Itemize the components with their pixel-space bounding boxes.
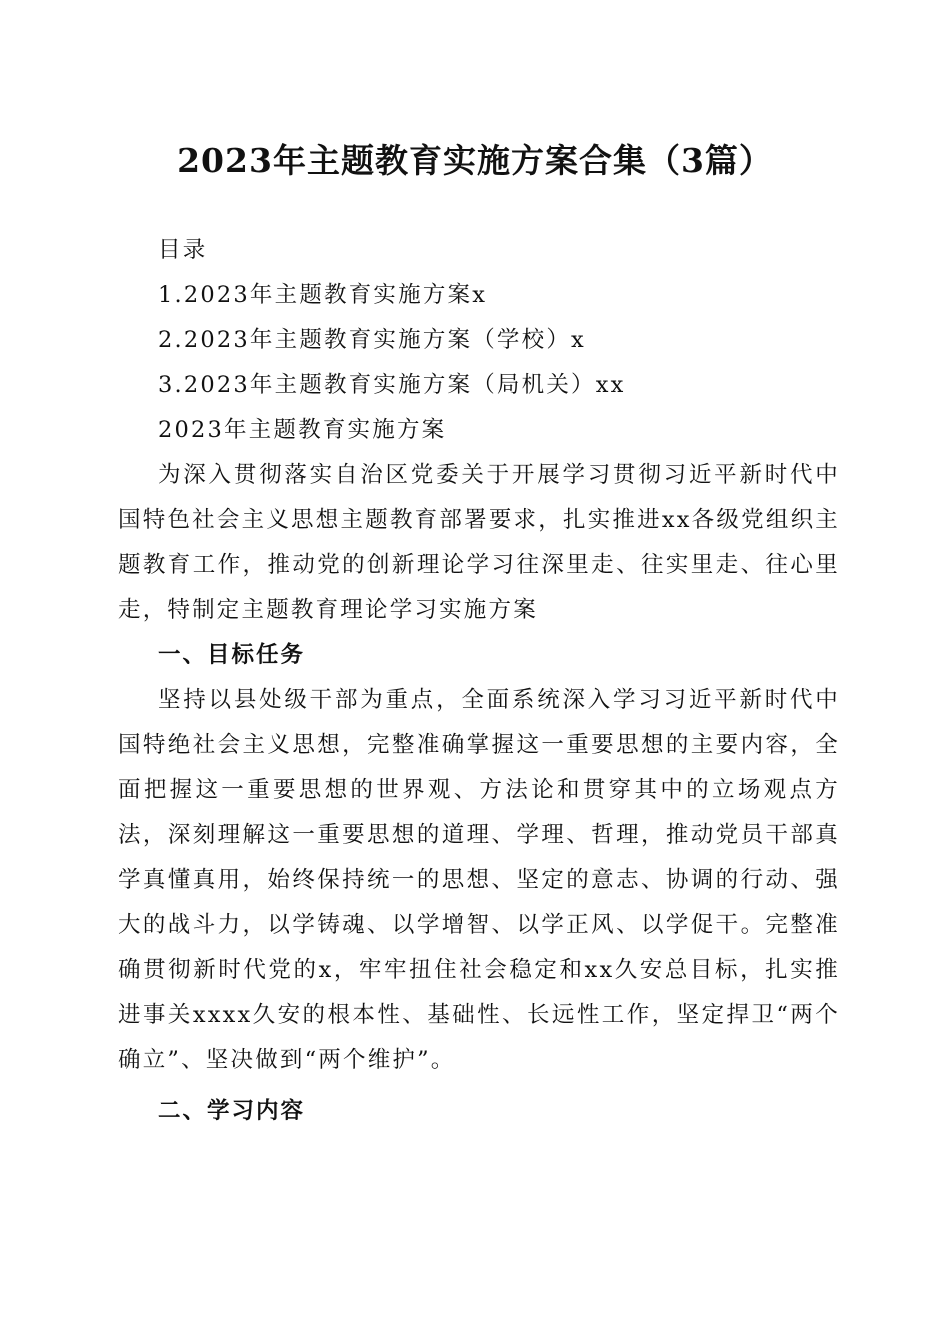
- heading-goals: 一、目标任务: [158, 642, 306, 668]
- document-body: [118, 228, 840, 1134]
- toc-item-3: 3.2023年主题教育实施方案（局机关）xx: [158, 372, 626, 398]
- section-title: 2023年主题教育实施方案: [158, 417, 447, 443]
- document-title: 2023年主题教育实施方案合集（3篇）: [177, 141, 773, 180]
- toc-item-1: 1.2023年主题教育实施方案x: [158, 282, 488, 308]
- heading-study-content: 二、学习内容: [158, 1098, 306, 1124]
- goals-paragraph: 坚持以县处级干部为重点，全面系统深入学习习近平新时代中国特绝社会主义思想，完整准确掌握这一重要思想的主要内容，全面把握这一重要思想的世界观、方法论和贯穿其中的立场观点方法，深刻理解这一重要思想的道理、学理、哲理，推动党员干部真学真懂真用，始终保持统一的思想、坚定的意志、协调的行动、强大的战斗力，以学铸魂、以学增智、以学正风、以学促干。完整准确贯彻新时代党的x，牢牢扭住社会稳定和xx久安总目标，扎实推进事关xxxx久安的根本性、基础性、长远性工作，坚定捍卫“两个确立”、坚决做到“两个维护”。: [118, 687, 840, 1073]
- toc-item-2: 2.2023年主题教育实施方案（学校）x: [158, 327, 586, 353]
- toc-heading: 目录: [158, 237, 208, 263]
- intro-paragraph: 为深入贯彻落实自治区党委关于开展学习贯彻习近平新时代中国特色社会主义思想主题教育部署要求，扎实推进xx各级党组织主题教育工作，推动党的创新理论学习往深里走、往实里走、往心里走，特制定主题教育理论学习实施方案: [118, 462, 840, 623]
